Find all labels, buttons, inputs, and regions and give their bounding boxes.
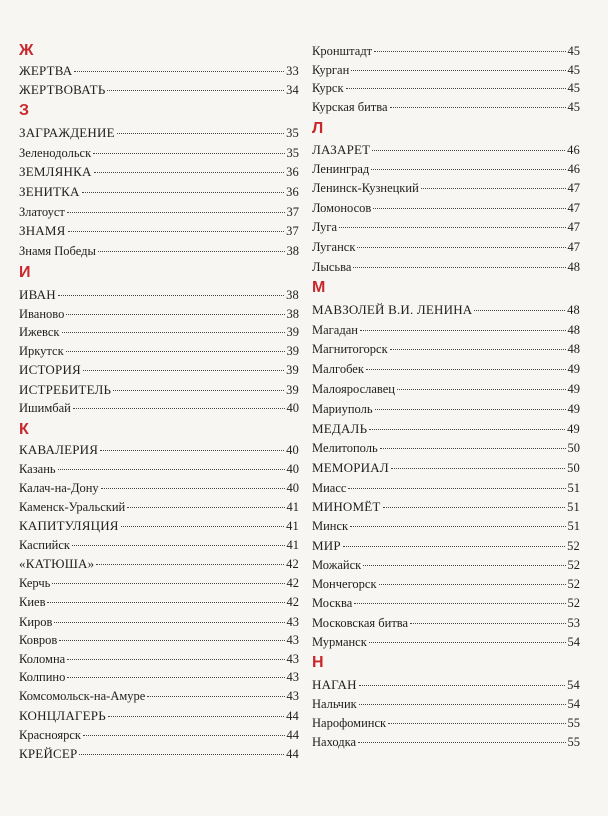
entry-page-number: 47: [567, 201, 580, 215]
index-entry: [19, 361, 299, 379]
dot-leader: [62, 332, 285, 333]
dot-leader: [67, 659, 284, 660]
index-entry: [312, 479, 580, 497]
dot-leader: [121, 526, 284, 527]
entry-term: МАВЗОЛЕЙ В.И. ЛЕНИНА: [312, 302, 473, 317]
index-entry: [19, 668, 299, 686]
entry-term: ЗАГРАЖДЕНИЕ: [19, 125, 115, 140]
entry-term: Казань: [19, 462, 56, 476]
dot-leader: [73, 408, 285, 409]
section-letter: З: [19, 102, 30, 119]
index-entry: [312, 714, 580, 732]
dot-leader: [421, 188, 566, 189]
entry-term: Курская битва: [312, 100, 388, 114]
entry-page-number: 35: [286, 126, 299, 140]
entry-page-number: 40: [286, 462, 299, 476]
entry-term: КАПИТУЛЯЦИЯ: [19, 518, 119, 533]
dot-leader: [410, 623, 565, 624]
index-entry: [19, 613, 299, 631]
index-entry: [19, 323, 299, 341]
index-entry: [19, 62, 299, 80]
entry-term: Магнитогорск: [312, 342, 388, 356]
entry-term: Красноярск: [19, 728, 82, 742]
entry-page-number: 45: [567, 63, 580, 77]
dot-leader: [66, 314, 284, 315]
index-entry: [19, 183, 299, 201]
entry-page-number: 45: [567, 100, 580, 114]
dot-leader: [397, 389, 566, 390]
index-entry: [19, 745, 299, 763]
section-letter: М: [312, 279, 326, 296]
entry-term: ИВАН: [19, 287, 56, 302]
dot-leader: [388, 723, 565, 724]
entry-term: ИСТОРИЯ: [19, 362, 81, 377]
entry-page-number: 51: [567, 519, 580, 533]
entry-term: ЗЕНИТКА: [19, 184, 80, 199]
dot-leader: [360, 330, 566, 331]
index-entry: [19, 342, 299, 360]
dot-leader: [375, 409, 566, 410]
index-entry: [312, 179, 580, 197]
entry-term: Ленинград: [312, 162, 370, 176]
dot-leader: [58, 469, 285, 470]
dot-leader: [372, 150, 565, 151]
entry-page-number: 48: [567, 323, 580, 337]
entry-term: КРЕЙСЕР: [19, 746, 78, 761]
entry-term: Каменск-Уральский: [19, 500, 126, 514]
section-letter: Л: [312, 120, 324, 137]
entry-term: Курск: [312, 81, 344, 95]
index-entry: [19, 305, 299, 323]
index-entry: [19, 222, 299, 240]
index-entry: [19, 286, 299, 304]
index-entry: [312, 733, 580, 751]
entry-page-number: 36: [286, 185, 299, 199]
entry-page-number: 39: [286, 344, 299, 358]
dot-leader: [72, 545, 285, 546]
dot-leader: [379, 584, 566, 585]
entry-page-number: 39: [286, 383, 299, 397]
entry-page-number: 48: [567, 260, 580, 274]
index-entry: [312, 141, 580, 159]
entry-term: Зеленодольск: [19, 146, 92, 160]
index-entry: [312, 695, 580, 713]
entry-page-number: 38: [286, 244, 299, 258]
entry-page-number: 37: [286, 205, 299, 219]
index-entry: [19, 631, 299, 649]
dot-leader: [369, 642, 566, 643]
dot-leader: [358, 742, 565, 743]
entry-term: Киров: [19, 615, 53, 629]
index-entry: [312, 42, 580, 60]
entry-term: Ишимбай: [19, 401, 71, 415]
entry-page-number: 53: [567, 616, 580, 630]
index-entry: [312, 61, 580, 79]
index-entry: [312, 340, 580, 358]
entry-page-number: 39: [286, 363, 299, 377]
entry-term: ЖЕРТВА: [19, 63, 73, 78]
index-entry: [312, 575, 580, 593]
entry-page-number: 42: [286, 595, 299, 609]
entry-page-number: 42: [286, 576, 299, 590]
entry-term: Москва: [312, 596, 353, 610]
dot-leader: [391, 468, 565, 469]
entry-term: Нарофоминск: [312, 716, 387, 730]
entry-term: Малоярославец: [312, 382, 395, 396]
index-entry: [312, 301, 580, 319]
entry-page-number: 47: [567, 181, 580, 195]
entry-term: Ковров: [19, 633, 58, 647]
index-entry: [312, 79, 580, 97]
dot-leader: [373, 208, 565, 209]
entry-page-number: 44: [286, 747, 299, 761]
index-entry: [19, 124, 299, 142]
section-letter: И: [19, 264, 31, 281]
index-entry: [19, 687, 299, 705]
dot-leader: [96, 564, 284, 565]
dot-leader: [339, 227, 565, 228]
index-entry: [19, 650, 299, 668]
dot-leader: [383, 507, 566, 508]
entry-page-number: 46: [567, 143, 580, 157]
entry-page-number: 50: [567, 461, 580, 475]
dot-leader: [369, 429, 565, 430]
entry-term: Нальчик: [312, 697, 357, 711]
index-entry: [312, 218, 580, 236]
index-entry: [19, 574, 299, 592]
entry-page-number: 51: [567, 481, 580, 495]
index-entry: [312, 380, 580, 398]
dot-leader: [58, 295, 284, 296]
entry-page-number: 41: [286, 500, 299, 514]
dot-leader: [474, 310, 565, 311]
entry-term: Мариуполь: [312, 402, 373, 416]
dot-leader: [54, 622, 284, 623]
entry-page-number: 52: [567, 596, 580, 610]
dot-leader: [79, 754, 284, 755]
index-entry: [19, 460, 299, 478]
entry-term: Калач-на-Дону: [19, 481, 99, 495]
entry-page-number: 35: [286, 146, 299, 160]
entry-term: ЗЕМЛЯНКА: [19, 164, 92, 179]
index-entry: [19, 479, 299, 497]
dot-leader: [108, 716, 284, 717]
dot-leader: [359, 685, 565, 686]
dot-leader: [66, 351, 285, 352]
dot-leader: [127, 507, 284, 508]
entry-page-number: 55: [567, 716, 580, 730]
entry-page-number: 42: [286, 557, 299, 571]
dot-leader: [47, 602, 284, 603]
entry-page-number: 48: [567, 303, 580, 317]
entry-page-number: 47: [567, 220, 580, 234]
index-entry: [312, 517, 580, 535]
entry-term: МИР: [312, 538, 341, 553]
index-entry: [312, 537, 580, 555]
index-entry: [19, 203, 299, 221]
entry-term: Колпино: [19, 670, 66, 684]
entry-term: Луга: [312, 220, 338, 234]
index-entry: [19, 381, 299, 399]
dot-leader: [380, 448, 566, 449]
entry-page-number: 38: [286, 307, 299, 321]
index-entry: [312, 160, 580, 178]
dot-leader: [353, 267, 565, 268]
dot-leader: [82, 192, 284, 193]
entry-page-number: 44: [286, 709, 299, 723]
dot-leader: [117, 133, 284, 134]
entry-term: Курган: [312, 63, 350, 77]
entry-term: Минск: [312, 519, 349, 533]
entry-page-number: 54: [567, 635, 580, 649]
entry-term: ЖЕРТВОВАТЬ: [19, 82, 106, 97]
entry-term: Керчь: [19, 576, 51, 590]
entry-term: Ленинск-Кузнецкий: [312, 181, 419, 195]
dot-leader: [357, 247, 565, 248]
entry-term: Знамя Победы: [19, 244, 96, 258]
dot-leader: [83, 370, 284, 371]
entry-page-number: 39: [286, 325, 299, 339]
index-entry: [312, 633, 580, 651]
entry-term: Мончегорск: [312, 577, 377, 591]
entry-page-number: 49: [567, 382, 580, 396]
index-entry: [312, 594, 580, 612]
entry-page-number: 45: [567, 81, 580, 95]
entry-term: Магадан: [312, 323, 358, 337]
dot-leader: [351, 70, 565, 71]
dot-leader: [93, 153, 284, 154]
entry-page-number: 48: [567, 342, 580, 356]
entry-term: Комсомольск-на-Амуре: [19, 689, 146, 703]
index-entry: [19, 81, 299, 99]
entry-term: Можайск: [312, 558, 362, 572]
entry-page-number: 52: [567, 577, 580, 591]
index-entry: [312, 400, 580, 418]
index-entry: [19, 163, 299, 181]
entry-term: Миасс: [312, 481, 347, 495]
dot-leader: [74, 71, 284, 72]
entry-page-number: 36: [286, 165, 299, 179]
dot-leader: [359, 704, 566, 705]
entry-page-number: 43: [286, 615, 299, 629]
section-letter: Н: [312, 654, 324, 671]
dot-leader: [343, 546, 565, 547]
entry-term: Каспийск: [19, 538, 70, 552]
index-entry: [312, 98, 580, 116]
index-entry: [312, 258, 580, 276]
entry-page-number: 52: [567, 539, 580, 553]
entry-page-number: 47: [567, 240, 580, 254]
dot-leader: [348, 488, 565, 489]
entry-page-number: 50: [567, 441, 580, 455]
entry-term: ИСТРЕБИТЕЛЬ: [19, 382, 112, 397]
dot-leader: [374, 51, 565, 52]
dot-leader: [366, 369, 566, 370]
dot-leader: [354, 603, 565, 604]
dot-leader: [350, 526, 565, 527]
entry-page-number: 43: [286, 670, 299, 684]
index-entry: [312, 420, 580, 438]
entry-term: Иваново: [19, 307, 65, 321]
index-entry: [19, 517, 299, 535]
entry-term: Мелитополь: [312, 441, 378, 455]
entry-term: Лысьва: [312, 260, 352, 274]
index-entry: [312, 321, 580, 339]
dot-leader: [346, 88, 566, 89]
index-entry: [312, 360, 580, 378]
dot-leader: [107, 90, 284, 91]
index-entry: [19, 441, 299, 459]
entry-page-number: 37: [286, 224, 299, 238]
dot-leader: [101, 488, 285, 489]
section-letter: Ж: [19, 42, 34, 59]
dot-leader: [94, 172, 285, 173]
entry-page-number: 40: [286, 443, 299, 457]
index-entry: [312, 199, 580, 217]
entry-term: НАГАН: [312, 677, 357, 692]
entry-page-number: 41: [286, 538, 299, 552]
dot-leader: [68, 231, 285, 232]
index-entry: [19, 707, 299, 725]
index-entry: [19, 593, 299, 611]
entry-page-number: 45: [567, 44, 580, 58]
dot-leader: [100, 450, 284, 451]
entry-page-number: 33: [286, 64, 299, 78]
dot-leader: [113, 390, 284, 391]
dot-leader: [147, 696, 284, 697]
entry-page-number: 40: [286, 401, 299, 415]
entry-page-number: 49: [567, 362, 580, 376]
dot-leader: [390, 349, 566, 350]
entry-page-number: 46: [567, 162, 580, 176]
entry-page-number: 38: [286, 288, 299, 302]
index-entry: [312, 676, 580, 694]
entry-page-number: 55: [567, 735, 580, 749]
dot-leader: [67, 677, 284, 678]
index-entry: [312, 439, 580, 457]
dot-leader: [390, 107, 566, 108]
index-entry: [19, 498, 299, 516]
entry-term: Коломна: [19, 652, 66, 666]
entry-page-number: 52: [567, 558, 580, 572]
index-entry: [312, 498, 580, 516]
entry-page-number: 41: [286, 519, 299, 533]
entry-term: Златоуст: [19, 205, 65, 219]
dot-leader: [59, 640, 284, 641]
entry-term: МИНОМЁТ: [312, 499, 381, 514]
entry-page-number: 49: [567, 402, 580, 416]
index-entry: [19, 726, 299, 744]
index-entry: [19, 242, 299, 260]
entry-term: Находка: [312, 735, 357, 749]
index-entry: [312, 238, 580, 256]
index-entry: [19, 536, 299, 554]
entry-term: «КАТЮША»: [19, 556, 95, 571]
index-entry: [312, 614, 580, 632]
entry-term: Малгобек: [312, 362, 364, 376]
entry-term: Мурманск: [312, 635, 367, 649]
entry-term: Луганск: [312, 240, 356, 254]
entry-term: ЗНАМЯ: [19, 223, 66, 238]
dot-leader: [371, 169, 565, 170]
index-entry: [19, 144, 299, 162]
index-entry: [19, 399, 299, 417]
entry-term: ЛАЗАРЕТ: [312, 142, 371, 157]
entry-term: Московская битва: [312, 616, 409, 630]
entry-term: Иркутск: [19, 344, 64, 358]
entry-page-number: 54: [567, 678, 580, 692]
index-entry: [312, 556, 580, 574]
entry-page-number: 54: [567, 697, 580, 711]
entry-page-number: 43: [286, 652, 299, 666]
index-entry: [312, 459, 580, 477]
entry-term: Ижевск: [19, 325, 60, 339]
entry-page-number: 49: [567, 422, 580, 436]
entry-page-number: 43: [286, 633, 299, 647]
section-letter: К: [19, 421, 29, 438]
dot-leader: [363, 565, 565, 566]
dot-leader: [67, 212, 285, 213]
dot-leader: [98, 251, 285, 252]
dot-leader: [83, 735, 284, 736]
index-entry: [19, 555, 299, 573]
entry-term: КОНЦЛАГЕРЬ: [19, 708, 106, 723]
entry-page-number: 44: [286, 728, 299, 742]
entry-page-number: 40: [286, 481, 299, 495]
entry-page-number: 43: [286, 689, 299, 703]
entry-term: МЕМОРИАЛ: [312, 460, 389, 475]
entry-term: Ломоносов: [312, 201, 372, 215]
dot-leader: [52, 583, 284, 584]
entry-term: Кронштадт: [312, 44, 373, 58]
entry-term: МЕДАЛЬ: [312, 421, 368, 436]
entry-term: Киев: [19, 595, 46, 609]
entry-page-number: 34: [286, 83, 299, 97]
entry-term: КАВАЛЕРИЯ: [19, 442, 99, 457]
entry-page-number: 51: [567, 500, 580, 514]
